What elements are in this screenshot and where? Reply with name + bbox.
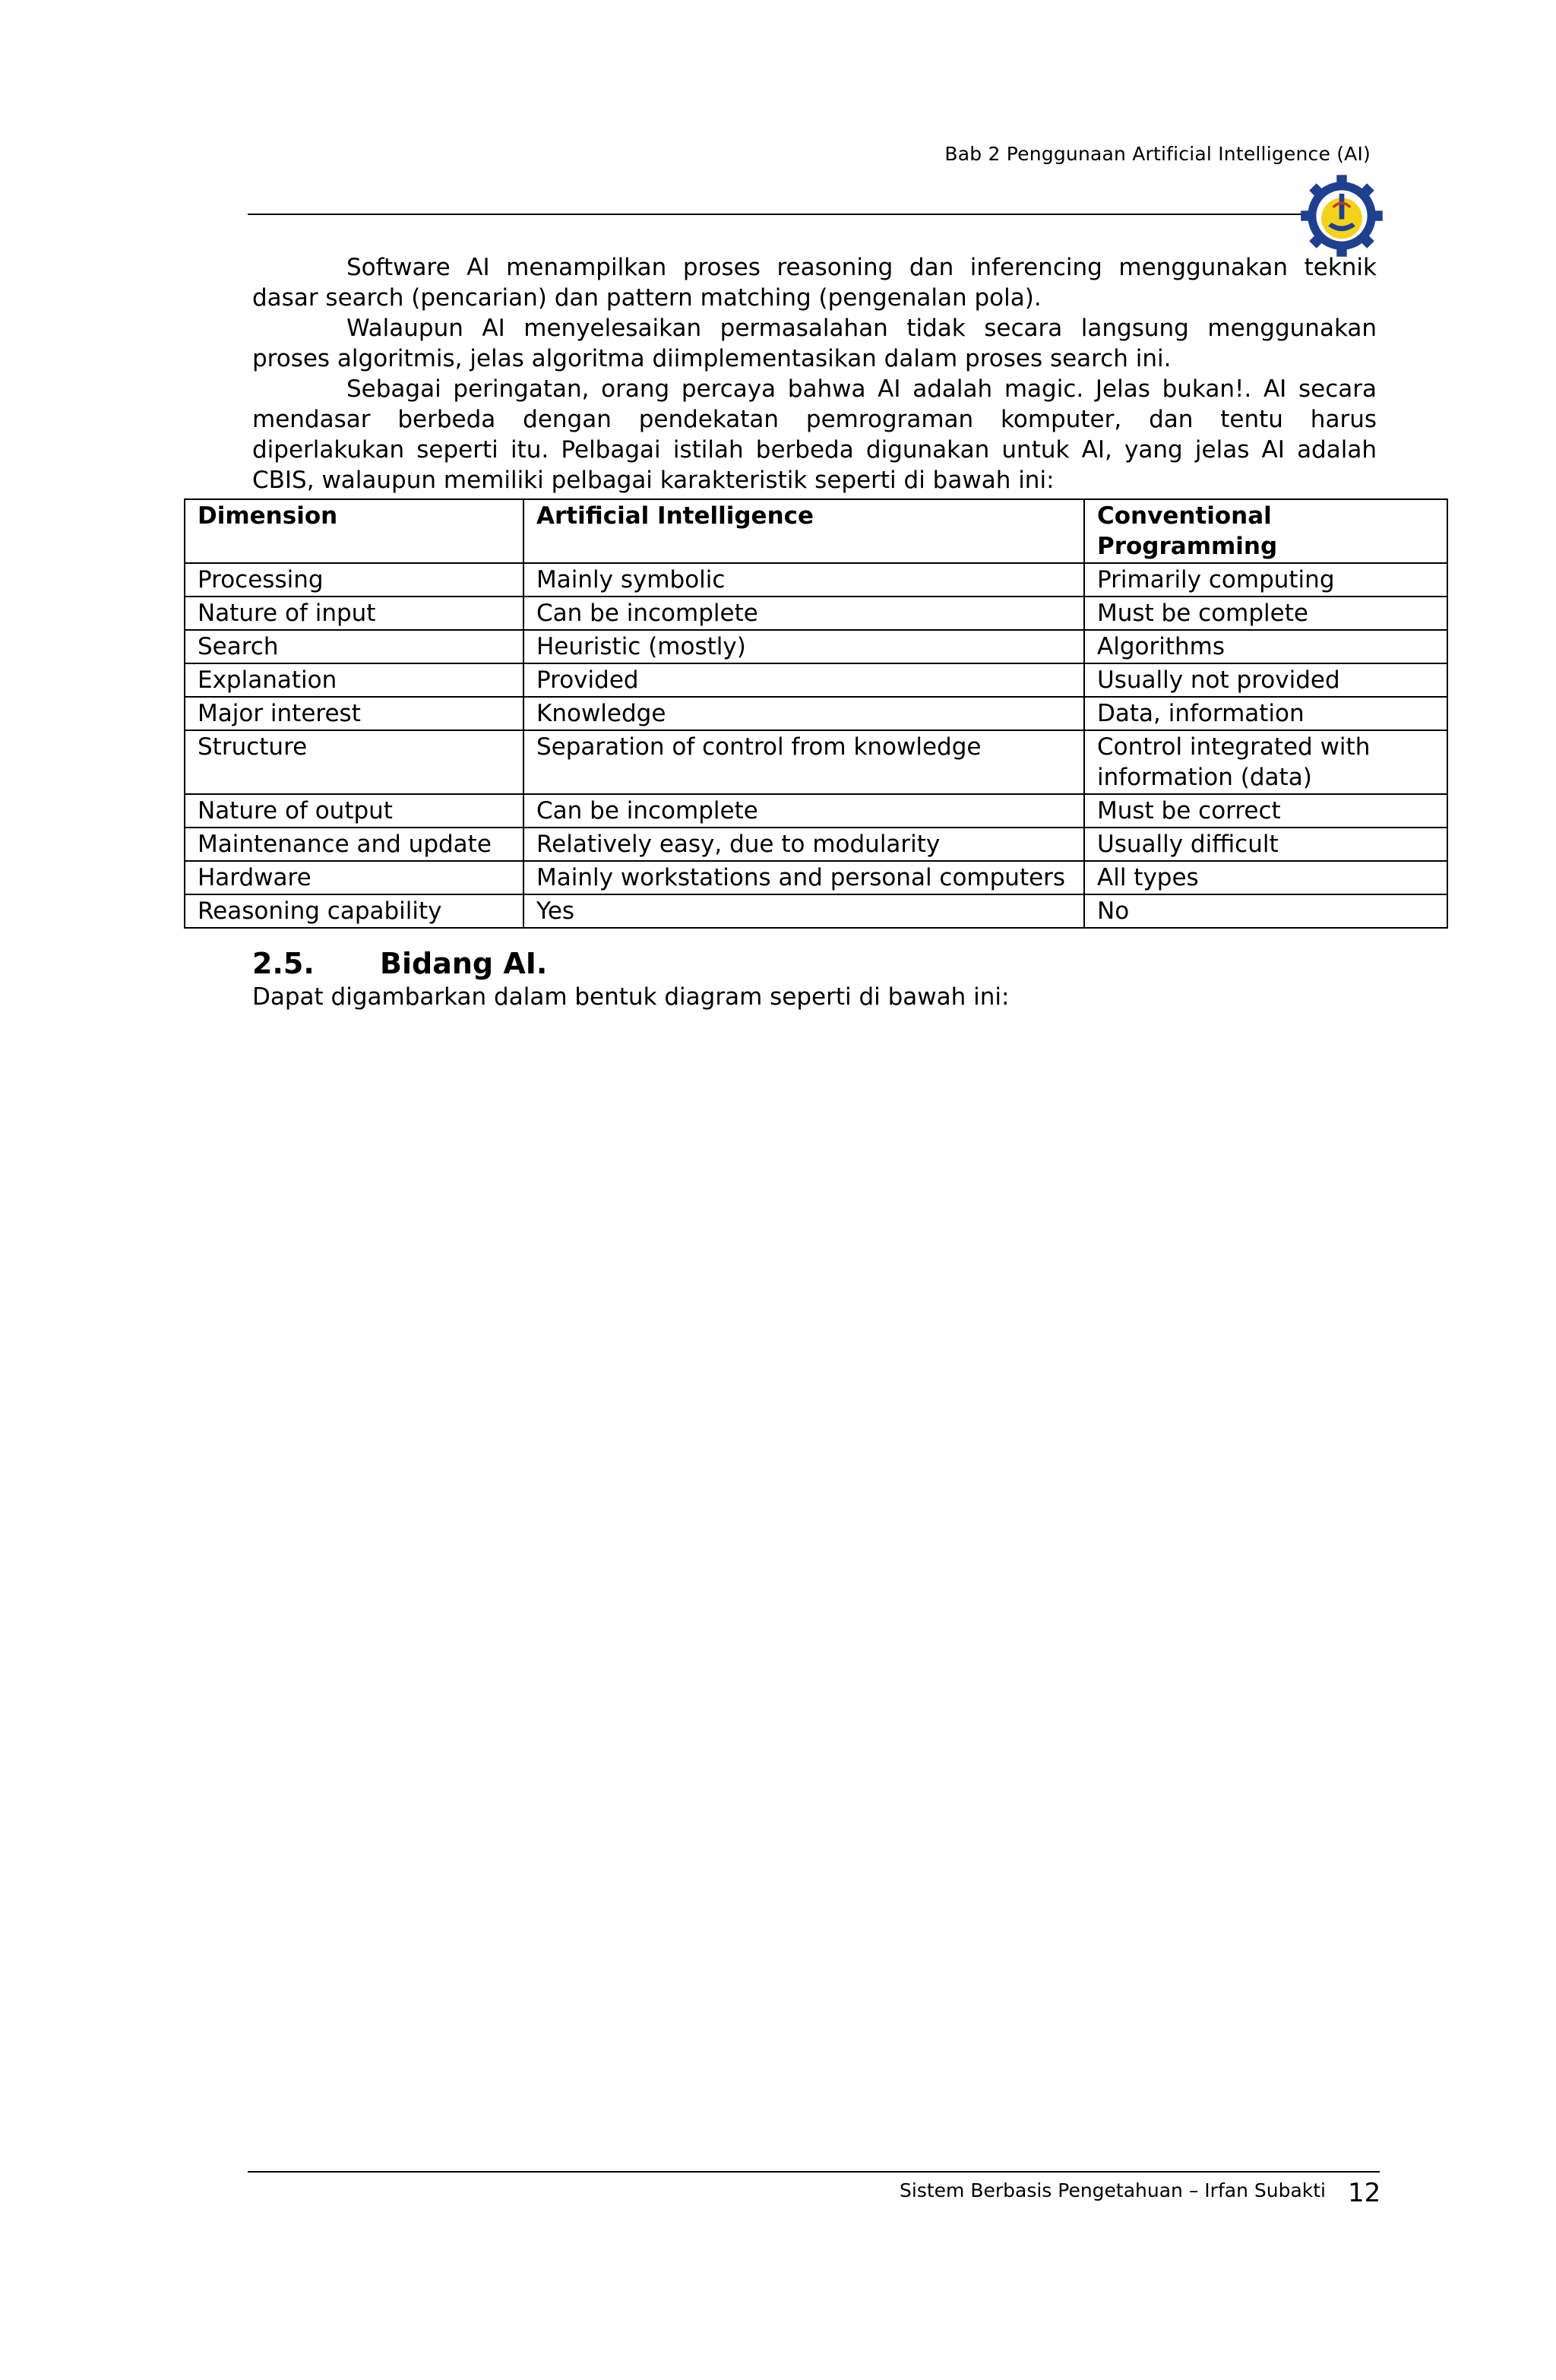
table-row	[185, 597, 1447, 630]
table-row	[185, 894, 1447, 928]
table-cell: Must be correct	[1084, 794, 1447, 828]
table-row	[185, 630, 1447, 663]
table-cell: Structure	[185, 730, 523, 794]
table-cell: Maintenance and update	[185, 828, 523, 861]
table-cell: Can be incomplete	[523, 794, 1084, 828]
table-row	[185, 563, 1447, 597]
table-cell: Processing	[185, 563, 523, 597]
table-row	[185, 861, 1447, 894]
table-header-row	[185, 499, 1447, 563]
table-row	[185, 794, 1447, 828]
section-intro: Dapat digambarkan dalam bentuk diagram seperti di bawah ini:	[252, 983, 1010, 1011]
header-dimension: Dimension	[185, 499, 523, 563]
table-cell: Major interest	[185, 697, 523, 730]
page-number: 12	[1348, 2178, 1381, 2208]
table-cell: Nature of input	[185, 597, 523, 630]
table-cell: Can be incomplete	[523, 597, 1084, 630]
table-cell: Hardware	[185, 861, 523, 894]
table-row	[185, 663, 1447, 697]
header-ai: Artificial Intelligence	[523, 499, 1084, 563]
section-title: Bidang AI.	[380, 947, 548, 980]
table-cell: No	[1084, 894, 1447, 928]
paragraph: Software AI menampilkan proses reasoning dan inferencing menggunakan teknik dasar search (pencarian) dan pattern matching (pengenalan pola).	[252, 254, 1377, 312]
header-conventional: Conventional Programming	[1084, 499, 1447, 563]
footer-text: Sistem Berbasis Pengetahuan – Irfan Subakti	[900, 2179, 1326, 2201]
table-cell: Relatively easy, due to modularity	[523, 828, 1084, 861]
table-cell: Separation of control from knowledge	[523, 730, 1084, 794]
table-row	[185, 828, 1447, 861]
table-cell: Must be complete	[1084, 597, 1447, 630]
table-cell: Control integrated with information (data)	[1084, 730, 1447, 794]
table-cell: Reasoning capability	[185, 894, 523, 928]
comparison-table	[184, 498, 1448, 929]
paragraph: Walaupun AI menyelesaikan permasalahan tidak secara langsung menggunakan proses algoritmis, jelas algoritma diimplementasikan dalam proses search ini.	[252, 315, 1377, 372]
table-cell: Primarily computing	[1084, 563, 1447, 597]
table-cell: Usually difficult	[1084, 828, 1447, 861]
table-cell: Yes	[523, 894, 1084, 928]
table-cell: Mainly workstations and personal computers	[523, 861, 1084, 894]
table-cell: Mainly symbolic	[523, 563, 1084, 597]
table-cell: Algorithms	[1084, 630, 1447, 663]
body-text	[252, 252, 1377, 495]
table-cell: Usually not provided	[1084, 663, 1447, 697]
paragraph: Sebagai peringatan, orang percaya bahwa AI adalah magic. Jelas bukan!. AI secara mendasar berbeda dengan pendekatan pemrograman komputer, dan tentu harus diperlakukan seperti itu. Pelbagai istilah berbeda digunakan untuk AI, yang jelas AI adalah CBIS, walaupun memiliki pelbagai karakteristik seperti di bawah ini:	[252, 375, 1377, 494]
table-row	[185, 697, 1447, 730]
table-cell: Nature of output	[185, 794, 523, 828]
table-cell: Search	[185, 630, 523, 663]
institution-seal-icon	[1299, 173, 1384, 258]
table-cell: Provided	[523, 663, 1084, 697]
running-header: Bab 2 Penggunaan Artificial Intelligence (AI)	[944, 143, 1371, 165]
table-cell: Knowledge	[523, 697, 1084, 730]
section-heading	[252, 947, 547, 980]
table-cell: Data, information	[1084, 697, 1447, 730]
footer-rule	[248, 2171, 1380, 2173]
table-row	[185, 730, 1447, 794]
header-rule	[248, 214, 1308, 215]
table-cell: Heuristic (mostly)	[523, 630, 1084, 663]
section-number: 2.5.	[252, 947, 315, 980]
table-cell: Explanation	[185, 663, 523, 697]
table-cell: All types	[1084, 861, 1447, 894]
